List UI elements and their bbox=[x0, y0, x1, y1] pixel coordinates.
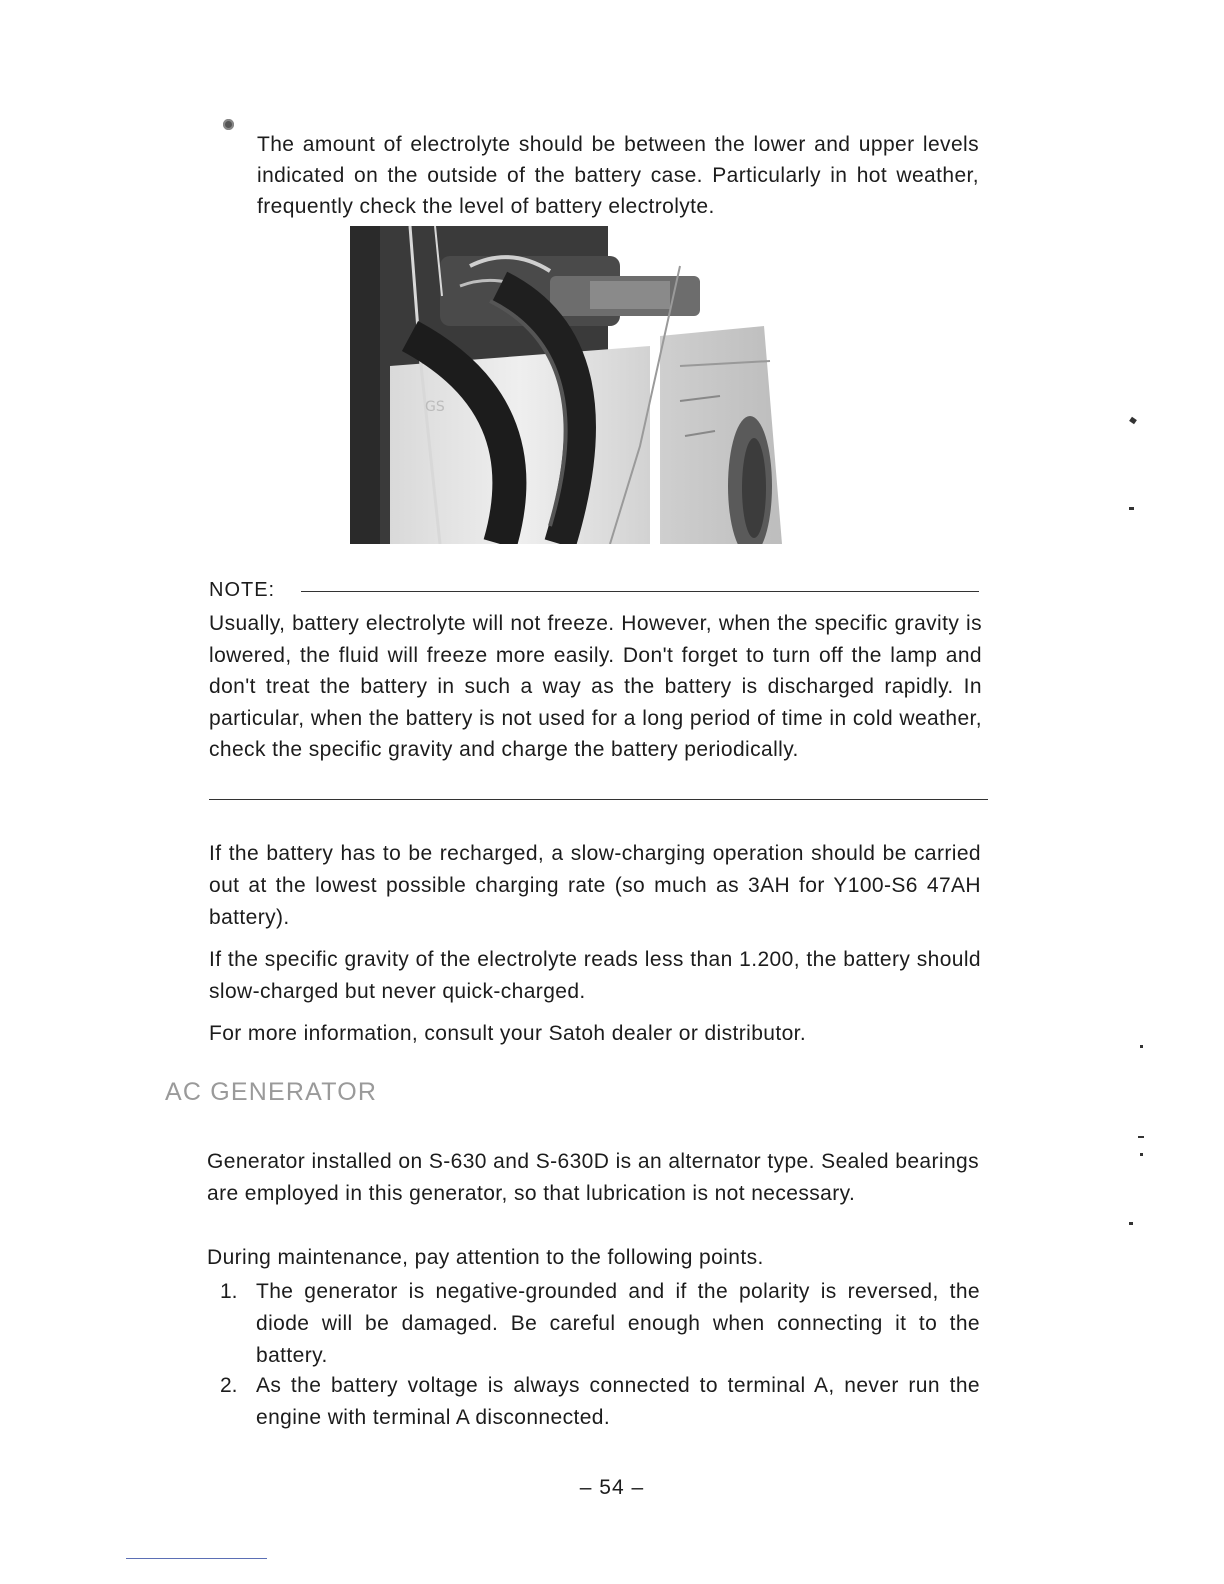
scan-speck bbox=[1138, 1136, 1144, 1138]
scan-speck bbox=[1140, 1045, 1143, 1048]
generator-intro-paragraph: Generator installed on S-630 and S-630D is an alternator type. Sealed bearings are employed in this generator, so that lubrication is not necessary. bbox=[207, 1150, 979, 1205]
scan-speck bbox=[1140, 1153, 1143, 1156]
list-item-text: As the battery voltage is always connected to terminal A, never run the engine with terminal A disconnected. bbox=[256, 1374, 980, 1429]
scan-speck bbox=[1129, 1222, 1133, 1225]
scan-speck bbox=[1129, 507, 1134, 510]
list-item-number: 2. bbox=[220, 1374, 238, 1397]
scan-speck bbox=[1129, 417, 1137, 425]
note-top-divider bbox=[301, 591, 979, 592]
battery-photo bbox=[350, 226, 784, 544]
recharge-paragraph: If the battery has to be recharged, a slow-charging operation should be carried out at the lowest possible charging rate (so much as 3AH for Y100-S6 47AH battery). bbox=[209, 842, 981, 929]
page-number: – 54 – bbox=[579, 1476, 645, 1499]
list-item-text: The generator is negative-grounded and if the polarity is reversed, the diode will be damaged. Be careful enough when connecting it to the battery. bbox=[256, 1280, 980, 1367]
svg-text:GS: GS bbox=[425, 399, 445, 415]
maintenance-lead-in: During maintenance, pay attention to the following points. bbox=[207, 1246, 764, 1269]
note-label: NOTE: bbox=[209, 579, 276, 601]
specific-gravity-paragraph: If the specific gravity of the electrolyte reads less than 1.200, the battery should slow-charged but never quick-charged. bbox=[209, 948, 981, 1003]
note-text: Usually, battery electrolyte will not freeze. However, when the specific gravity is lowered, the fluid will freeze more easily. Don't forget to turn off the lamp and don't treat the battery in such a way as the battery is discharged rapidly. In particular, when the battery is not used for a long period of time in cold weather, check the specific gravity and charge the battery periodically. bbox=[209, 612, 982, 761]
list-item-number: 1. bbox=[220, 1280, 238, 1303]
bullet-icon bbox=[223, 119, 234, 130]
section-heading-ac-generator: AC GENERATOR bbox=[165, 1078, 378, 1106]
electrolyte-level-text: The amount of electrolyte should be between the lower and upper levels indicated on the outside of the battery case. Particularly in hot weather, frequently check the level of battery electrolyte. bbox=[257, 133, 979, 218]
footer-line bbox=[126, 1558, 267, 1559]
note-bottom-divider bbox=[209, 799, 988, 800]
dealer-info-paragraph: For more information, consult your Satoh dealer or distributor. bbox=[209, 1022, 807, 1045]
